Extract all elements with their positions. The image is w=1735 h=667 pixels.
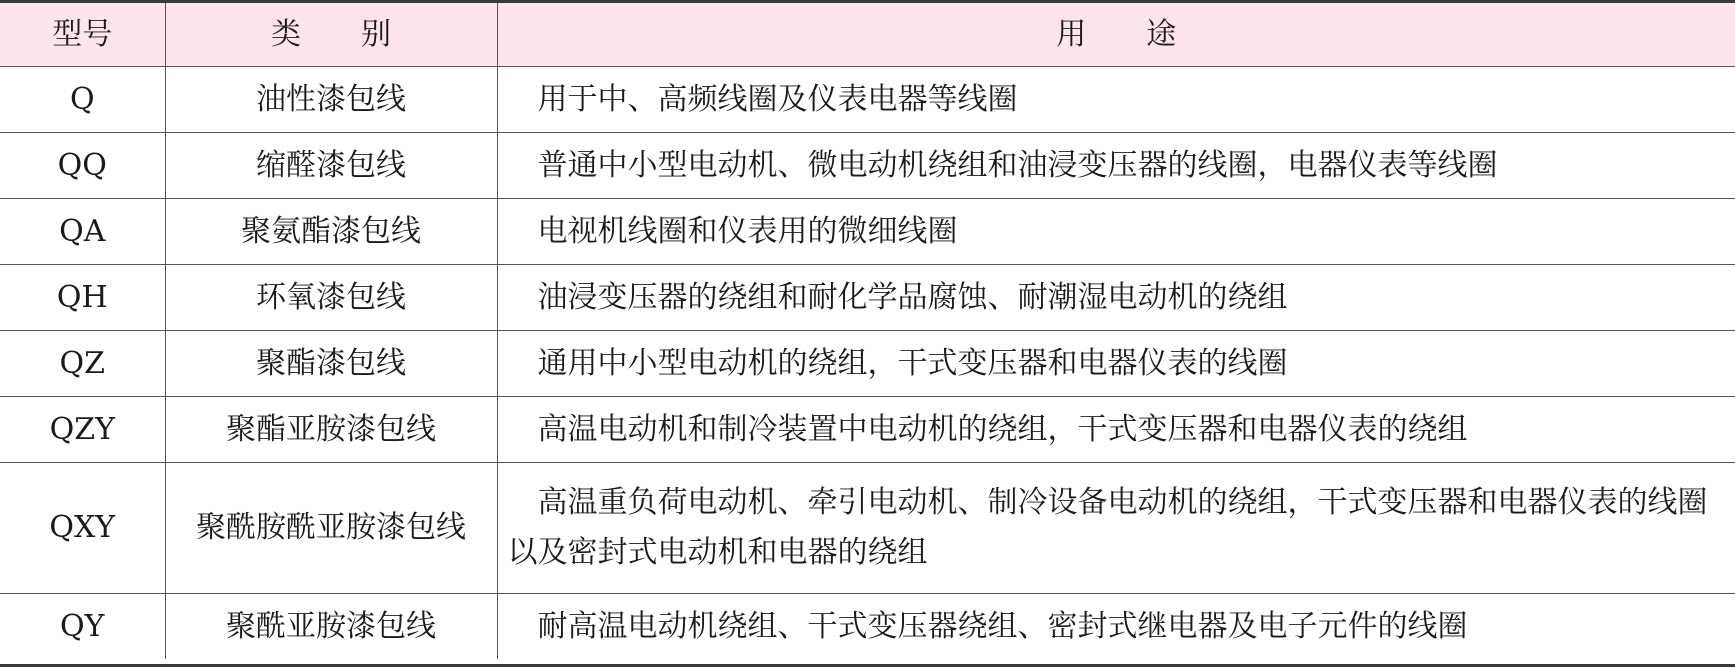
table-row (0, 265, 1735, 331)
cell-use: 高温电动机和制冷装置中电动机的绕组，干式变压器和电器仪表的绕组 (497, 397, 1735, 463)
cell-type: 聚酰胺酰亚胺漆包线 (165, 463, 497, 594)
cell-type: 聚氨酯漆包线 (165, 199, 497, 265)
cell-use: 通用中小型电动机的绕组，干式变压器和电器仪表的线圈 (497, 331, 1735, 397)
table-row (0, 331, 1735, 397)
cell-type: 缩醛漆包线 (165, 133, 497, 199)
table-row (0, 133, 1735, 199)
cell-model: QZ (0, 331, 165, 397)
cell-model: QH (0, 265, 165, 331)
cell-use: 油浸变压器的绕组和耐化学品腐蚀、耐潮湿电动机的绕组 (497, 265, 1735, 331)
cell-use: 高温重负荷电动机、牵引电动机、制冷设备电动机的绕组，干式变压器和电器仪表的线圈以及密封式电动机和电器的绕组 (497, 463, 1735, 594)
cell-use: 用于中、高频线圈及仪表电器等线圈 (497, 67, 1735, 133)
header-type: 类 别 (165, 3, 497, 67)
table-row (0, 463, 1735, 594)
cell-model: QQ (0, 133, 165, 199)
cell-model: QA (0, 199, 165, 265)
cell-model: QZY (0, 397, 165, 463)
cell-model: QXY (0, 463, 165, 594)
cell-model: QY (0, 594, 165, 660)
cell-use: 电视机线圈和仪表用的微细线圈 (497, 199, 1735, 265)
cell-type: 油性漆包线 (165, 67, 497, 133)
enameled-wire-table (0, 3, 1735, 659)
cell-use: 耐高温电动机绕组、干式变压器绕组、密封式继电器及电子元件的线圈 (497, 594, 1735, 660)
table-row (0, 199, 1735, 265)
cell-type: 环氧漆包线 (165, 265, 497, 331)
header-model: 型号 (0, 3, 165, 67)
cell-type: 聚酰亚胺漆包线 (165, 594, 497, 660)
cell-type: 聚酯亚胺漆包线 (165, 397, 497, 463)
cell-model: Q (0, 67, 165, 133)
table-row (0, 397, 1735, 463)
table-header-row (0, 3, 1735, 67)
header-use: 用 途 (497, 3, 1735, 67)
table-row (0, 594, 1735, 660)
cell-use: 普通中小型电动机、微电动机绕组和油浸变压器的线圈，电器仪表等线圈 (497, 133, 1735, 199)
table-row (0, 67, 1735, 133)
cell-type: 聚酯漆包线 (165, 331, 497, 397)
